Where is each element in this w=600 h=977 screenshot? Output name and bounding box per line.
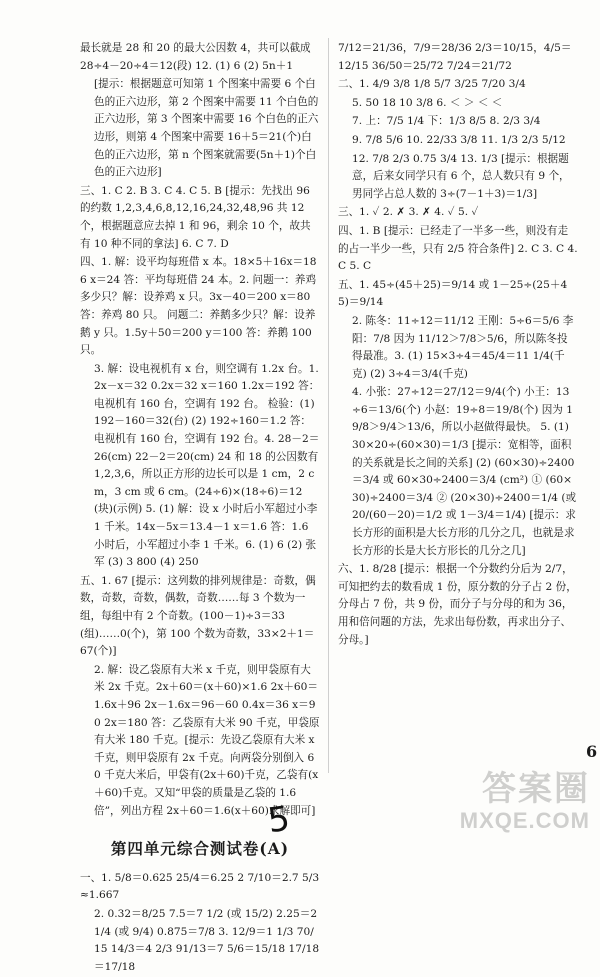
answer-paragraph: 五、1. 67 [提示：这列数的排列规律是：奇数，偶数，奇数，奇数，偶数，奇数……每 3 个数为一组，每组中有 2 个奇数。(100－1)÷3＝33(组)……0(个)，第 100 个数为奇数，33×2＋1＝67(个)] (80, 574, 316, 658)
answer-paragraph: 4. 小张：27÷12＝27/12＝9/4(个) 小王：13÷6＝13/6(个) 小赵：19÷8＝19/8(个) 因为 19/8＞9/4＞13/6，所以小赵做得最快。 5. (1) 30×20÷(60×30)＝1/3 [提示：宽相等，面积的关系就是长之间的关系] (2) (60×30)÷2400＝3/4 或 60×30÷2400＝3/4 (cm²) ① (60×30)÷2400＝3/4 ② (20×30)÷2400＝1/4 (或 20/(60－20)＝1/2 或 1－3/4＝1/4) [提示：求长方形的面积是大长方形的几分之几，也就是求长方形的长是大长方形长的几分之几] (352, 386, 577, 557)
column-divider (328, 38, 329, 773)
answer-paragraph: 2. 解：设乙袋原有大米 x 千克，则甲袋原有大米 2x 千克。2x＋60＝(x＋60)×1.6 2x＋60＝1.6x＋96 2x－1.6x＝96－60 0.4x＝36 x＝90 2x＝180 答：乙袋原有大米 90 千克，甲袋原有大米 180 千克。[提示：先设乙袋原有大米 x 千克，则甲袋原有 2x 千克。向两袋分别倒入 60 千克大米后，甲袋有(2x＋60)千克，乙袋有(x＋60)千克。又知“甲袋的质量是乙袋的 1.6 倍”，列出方程 2x＋60＝1.6(x＋60)求解即可] (94, 663, 320, 817)
right-column (338, 40, 578, 650)
watermark (460, 770, 590, 834)
answer-paragraph: 2. 0.32＝8/25 7.5＝7 1/2 (或 15/2) 2.25＝2 1/4 (或 9/4) 0.875＝7/8 3. 12/9＝1 1/3 70/15 14/3＝4 2/3 91/13＝7 5/6＝15/18 17/18＝17/18 (94, 907, 320, 973)
answer-paragraph: 三、1. ✓ 2. ✗ 3. ✗ 4. ✓ 5. ✓ (338, 206, 479, 219)
answer-paragraph: 四、1. 解：设平均每班借 x 本。18×5＋16x＝186 x＝24 答：平均每班借 24 本。2. 问题一：养鸡多少只？解：设养鸡 x 只。3x－40＝200 x＝80 答：养鸡 80 只。 问题二：养鹅多少只？解：设养鹅 y 只。1.5y＋50＝200 y＝100 答：养鹅 100 只。 (80, 256, 317, 357)
page-number: 6 (586, 742, 598, 761)
answer-paragraph: 2. 陈冬：11÷12＝11/12 王刚：5÷6＝5/6 李阳：7/8 因为 11/12＞7/8＞5/6，所以陈冬投得最准。3. (1) 15×3÷4＝45/4＝11 1/4(千克) (2) 3÷4＝3/4(千克) (352, 314, 574, 380)
answer-paragraph: 四、1. B [提示：已经走了一半多一些，则没有走的占一半少一些，只有 2/5 符合条件] 2. C 3. C 4. C 5. C (338, 224, 578, 273)
answer-paragraph: 六、1. 8/28 [提示：根据一个分数约分后为 2/7，可知把约去的数看成 1 份，原分数的分子占 2 份，分母占 7 份，共 9 份，而分子与分母的和为 36，用和倍问题的方法，先求出每份数，再求出分子、分母。] (338, 563, 577, 646)
answer-paragraph: 二、1. 4/9 3/8 1/8 5/7 3/25 7/20 3/4 (338, 78, 526, 91)
answer-paragraph: 12. 7/8 2/3 0.75 3/4 13. 1/3 [提示：根据题意，后来女同学只有 6 个，总人数只有 9 个，男同学占总人数的 3÷(7－1＋3)＝1/3] (352, 152, 570, 200)
answer-paragraph: 五、1. 45÷(45＋25)＝9/14 或 1－25÷(25＋45)＝9/14 (338, 278, 568, 309)
hint-paragraph: [提示：根据题意可知第 1 个图案中需要 6 个白色的正六边形，第 2 个图案中需要 11 个白色的正六边形，第 3 个图案中需要 16 个白色的正六边形，则第 4 个图案中需要 16＋5＝21(个)白色的正六边形，第 n 个图案就需要(5n＋1)个白色的正六边形] (94, 78, 319, 179)
section-title: 第四单元综合测试卷(A) (110, 839, 290, 859)
answer-paragraph: 7. 上：7/5 1/4 下：1/3 8/5 8. 2/3 3/4 (352, 115, 541, 128)
answer-paragraph: 9. 7/8 5/6 10. 22/33 3/8 11. 1/3 2/3 5/12 (352, 133, 566, 146)
answer-paragraph: 3. 解：设电视机有 x 台，则空调有 1.2x 台。1.2x－x＝32 0.2x＝32 x＝160 1.2x＝192 答：电视机有 160 台，空调有 192 台。 检验：(1) 192－160＝32(台) (2) 192÷160＝1.2 答：电视机有 160 台，空调有 192 台。4. 28－2＝26(cm) 22－2＝20(cm) 24 和 18 的公因数有 1,2,3,6，所以正方形的边长可以是 1 cm，2 cm，3 cm 或 6 cm。(24÷6)×(18÷6)＝12(块)(示例) 5. (1) 解：设 x 小时后小军超过小李 1 千米。14x－5x＝13.4－1 x＝1.6 答：1.6 小时后，小军超过小李 1 千米。6. (1) 6 (2) 张军 (3) 3 800 (4) 250 (94, 362, 320, 569)
answer-paragraph: 7/12＝21/36，7/9＝28/36 2/3＝10/15，4/5＝12/15 36/50＝25/72 7/24＝21/72 (338, 42, 572, 72)
answer-paragraph: 一、1. 5/8＝0.625 25/4＝6.25 2 7/10＝2.7 5/3≈1.667 (80, 871, 320, 902)
watermark-logo: 答案圈 (482, 770, 590, 808)
handwritten-mark: 5 (265, 798, 293, 842)
answer-paragraph: 5. 50 18 10 3/8 6. ＜ ＞ ＜ ＜ (352, 96, 503, 109)
answer-paragraph: 三、1. C 2. B 3. C 4. C 5. B [提示：先找出 96 的约数 1,2,3,4,6,8,12,16,24,32,48,96 共 12 个，根据题意应去掉 1 和 96，剩余 10 个，故共有 10 种不同的拿法] 6. C 7. D (80, 184, 311, 250)
watermark-site: MXQE.COM (459, 808, 590, 833)
answer-paragraph: 最长就是 28 和 20 的最大公因数 4，共可以截成 28÷4－20÷4＝12(段) 12. (1) 6 (2) 5n＋1 (80, 42, 311, 72)
